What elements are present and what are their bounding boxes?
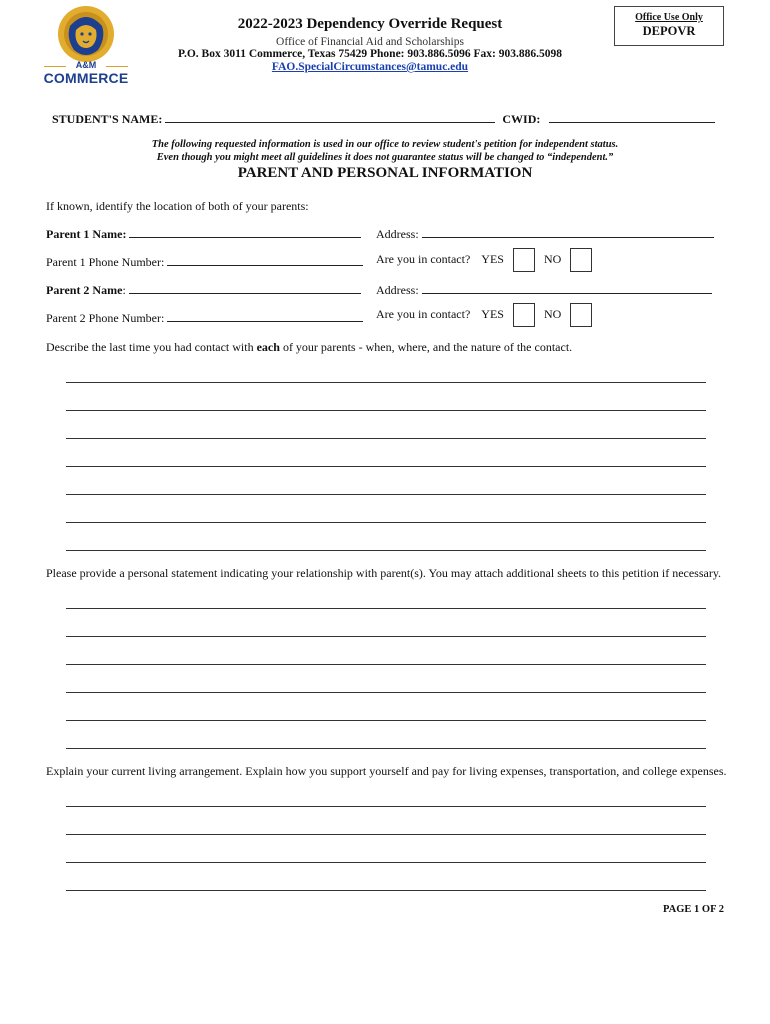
answer-line[interactable] bbox=[66, 410, 706, 411]
answer-line[interactable] bbox=[66, 466, 706, 467]
parent2-phone-field[interactable] bbox=[167, 311, 363, 322]
office-name: Office of Financial Aid and Scholarships bbox=[276, 36, 464, 48]
answer-line[interactable] bbox=[66, 522, 706, 523]
parent2-contact-label: Are you in contact? bbox=[376, 306, 471, 321]
parent1-name-row: Parent 1 Name: bbox=[46, 227, 361, 242]
parent1-contact-row bbox=[376, 248, 598, 272]
answer-line[interactable] bbox=[66, 550, 706, 551]
parent1-address-row bbox=[376, 227, 714, 242]
question-contact-emphasis: each bbox=[256, 340, 280, 354]
parent1-yes-checkbox[interactable] bbox=[513, 248, 535, 272]
office-use-code: DEPOVR bbox=[642, 24, 696, 38]
answer-line[interactable] bbox=[66, 720, 706, 721]
answer-line[interactable] bbox=[66, 494, 706, 495]
parent1-name-label: Parent 1 Name bbox=[46, 227, 123, 241]
parent2-phone-label: Parent 2 Phone Number: bbox=[46, 311, 165, 325]
parent1-yes-label: YES bbox=[481, 251, 504, 266]
parent2-name-field[interactable] bbox=[129, 283, 361, 294]
question-living: Explain your current living arrangement. Explain how you support yourself and pay for living expenses, transportation, and college expenses. bbox=[46, 764, 727, 778]
question-contact-text-a: Describe the last time you had contact with bbox=[46, 340, 257, 354]
answer-line[interactable] bbox=[66, 664, 706, 665]
answer-line[interactable] bbox=[66, 748, 706, 749]
parent1-address-field[interactable] bbox=[422, 227, 714, 238]
page-number: PAGE 1 OF 2 bbox=[663, 904, 724, 915]
section-title: PARENT AND PERSONAL INFORMATION bbox=[237, 165, 533, 181]
cwid-label: CWID: bbox=[502, 112, 541, 126]
parent2-name-label: Parent 2 Name bbox=[46, 283, 123, 297]
office-use-box bbox=[614, 6, 724, 46]
student-name-field[interactable] bbox=[165, 112, 495, 123]
intro-text: If known, identify the location of both of your parents: bbox=[46, 199, 309, 213]
parent1-phone-label: Parent 1 Phone Number: bbox=[46, 255, 165, 269]
answer-line[interactable] bbox=[66, 636, 706, 637]
parent2-address-row bbox=[376, 283, 712, 298]
form-title: 2022-2023 Dependency Override Request bbox=[237, 16, 503, 32]
student-name-label: STUDENT'S NAME: bbox=[52, 112, 163, 126]
student-row bbox=[52, 112, 715, 127]
answer-line[interactable] bbox=[66, 806, 706, 807]
answer-line[interactable] bbox=[66, 382, 706, 383]
parent1-no-checkbox[interactable] bbox=[570, 248, 592, 272]
logo-commerce-text: COMMERCE bbox=[43, 70, 129, 86]
answer-line[interactable] bbox=[66, 862, 706, 863]
question-contact-text-b: of your parents - when, where, and the nature of the contact. bbox=[279, 340, 573, 354]
parent1-phone-row bbox=[46, 255, 363, 270]
answer-line[interactable] bbox=[66, 438, 706, 439]
question-statement: Please provide a personal statement indicating your relationship with parent(s). You may attach additional sheets to this petition if necessary. bbox=[46, 566, 722, 580]
parent1-name-field[interactable] bbox=[129, 227, 361, 238]
parent1-contact-label: Are you in contact? bbox=[376, 251, 471, 266]
notice-line-2: Even though you might meet all guidelines it does not guarantee status will be changed to “independent.” bbox=[156, 152, 614, 163]
parent2-no-label: NO bbox=[543, 306, 562, 321]
parent2-name-row: Parent 2 Name: bbox=[46, 283, 361, 298]
parent2-address-field[interactable] bbox=[422, 283, 712, 294]
parent2-address-label: Address: bbox=[376, 283, 419, 297]
question-contact bbox=[46, 340, 572, 355]
parent2-contact-row bbox=[376, 303, 598, 327]
answer-line[interactable] bbox=[66, 692, 706, 693]
answer-line[interactable] bbox=[66, 834, 706, 835]
answer-line[interactable] bbox=[66, 890, 706, 891]
parent2-yes-checkbox[interactable] bbox=[513, 303, 535, 327]
office-email-link[interactable]: FAO.SpecialCircumstances@tamuc.edu bbox=[271, 61, 469, 73]
notice-line-1: The following requested information is used in our office to review student's petition for independent status. bbox=[151, 139, 619, 150]
cwid-field[interactable] bbox=[549, 112, 715, 123]
logo-am-text: A&M bbox=[75, 60, 97, 70]
parent2-yes-label: YES bbox=[481, 306, 504, 321]
parent2-phone-row bbox=[46, 311, 363, 326]
answer-line[interactable] bbox=[66, 608, 706, 609]
lion-emblem-icon bbox=[40, 4, 132, 64]
office-address: P.O. Box 3011 Commerce, Texas 75429 Phone: 903.886.5096 Fax: 903.886.5098 bbox=[178, 48, 562, 60]
office-use-label: Office Use Only bbox=[635, 12, 703, 23]
parent1-no-label: NO bbox=[543, 251, 562, 266]
parent1-address-label: Address: bbox=[376, 227, 419, 241]
parent1-phone-field[interactable] bbox=[167, 255, 363, 266]
parent2-no-checkbox[interactable] bbox=[570, 303, 592, 327]
